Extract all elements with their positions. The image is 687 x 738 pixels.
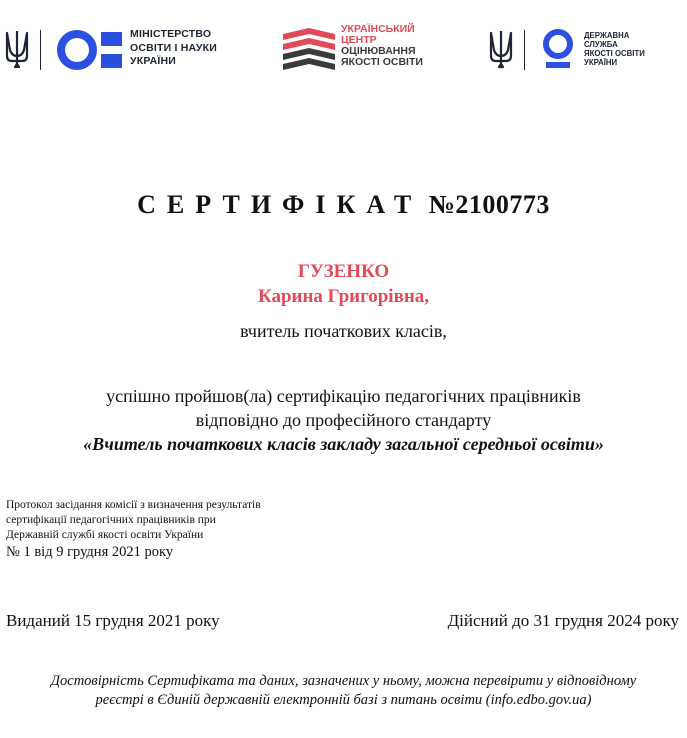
certificate-number: №2100773	[428, 190, 550, 219]
header-logos	[0, 0, 687, 100]
holder-given-names: Карина Григорівна,	[257, 286, 430, 307]
quality-service-name: ДЕРЖАВНА СЛУЖБА ЯКОСТІ ОСВІТИ УКРАЇНИ	[584, 31, 645, 67]
protocol-line: Державній службі якості освіти України	[6, 529, 204, 541]
separator	[40, 30, 41, 70]
protocol-line: Протокол засідання комісії з визначення результатів	[6, 499, 261, 511]
quality-service-logo-icon	[540, 28, 576, 70]
ucoz-logo-icon	[281, 26, 337, 74]
valid-until-date: Дійсний до 31 грудня 2024 року	[447, 611, 679, 630]
professional-standard: «Вчитель початкових класів закладу загальної середньої освіти»	[83, 434, 604, 454]
statement-line-2: відповідно до професійного стандарту	[195, 410, 492, 430]
trident-icon	[489, 29, 513, 69]
issue-date: Виданий 15 грудня 2021 року	[6, 611, 220, 630]
trident-icon	[5, 30, 29, 68]
separator	[524, 30, 525, 70]
verification-line: Достовірність Сертифіката та даних, зазначених у ньому, можна перевірити у відповідному	[50, 673, 637, 689]
ucoz-name: УКРАЇНСЬКИЙ ЦЕНТР ОЦІНЮВАННЯ ЯКОСТІ ОСВІТИ	[341, 23, 423, 68]
protocol-block	[6, 498, 261, 561]
statement-line-1: успішно пройшов(ла) сертифікацію педагогічних працівників	[106, 386, 581, 406]
certificate-title	[0, 190, 687, 220]
holder-surname: ГУЗЕНКО	[297, 261, 390, 282]
holder-position: вчитель початкових класів,	[240, 321, 447, 341]
protocol-line: сертифікації педагогічних працівників при	[6, 514, 216, 526]
protocol-number-date: № 1 від 9 грудня 2021 року	[6, 544, 174, 560]
ministry-logo-icon	[56, 29, 122, 71]
ministry-name: МІНІСТЕРСТВО ОСВІТИ І НАУКИ УКРАЇНИ	[130, 28, 218, 67]
verification-note	[0, 672, 687, 710]
verification-line: реєстрі в Єдиній державній електронній базі з питань освіти (info.edbo.gov.ua)	[95, 692, 592, 708]
certificate-word: СЕРТИФІКАТ	[137, 190, 423, 219]
